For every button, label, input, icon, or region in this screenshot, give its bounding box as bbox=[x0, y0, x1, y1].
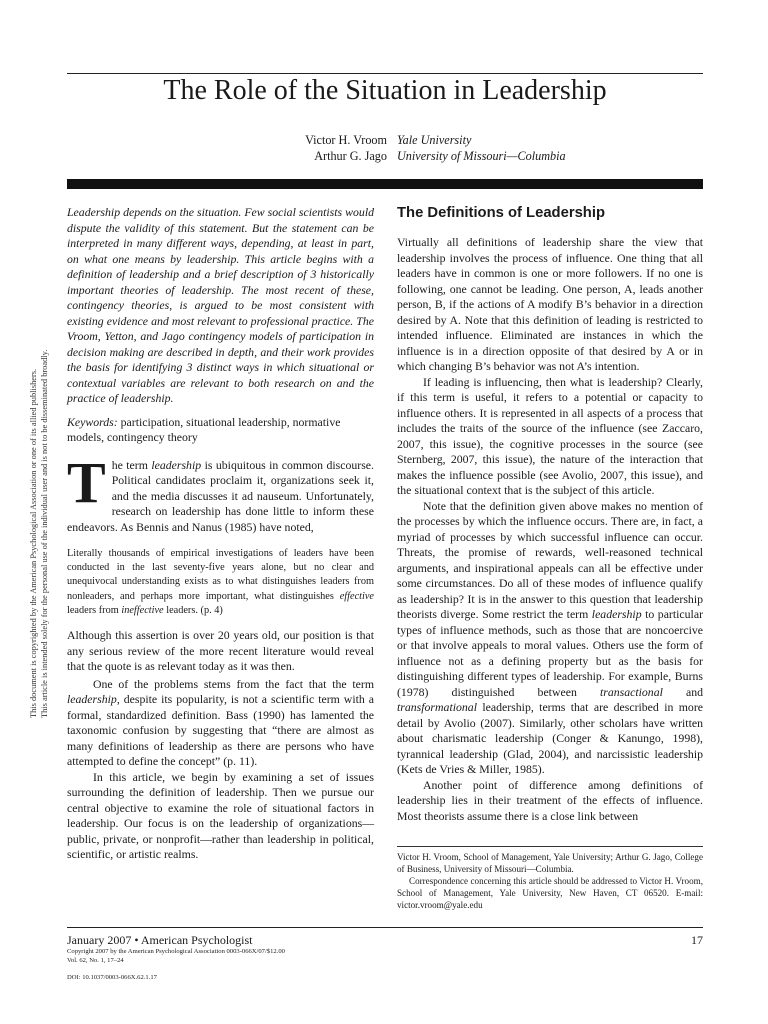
article-title: The Role of the Situation in Leadership bbox=[163, 75, 607, 106]
side-note-line: This document is copyrighted by the American Psychological Association or one of its allied publishers. bbox=[29, 368, 38, 718]
intro-text: is ubiquitous in common discourse. Political candidates proclaim it, organizations seek it, and the media discusses it ad nauseum. Unfortunately, research on leadership has done little to inform these endeavors. As Bennis and Nanus (1985) have noted, bbox=[67, 457, 374, 534]
paragraph-text: to particular types of influence methods, such as those that are noncoercive or that involve appeals to moral values. Others use the form of influence not as a defining property but as the basis for distinguishing different types of leadership. For example, Burns (1978) distinguished between bbox=[397, 607, 703, 699]
header-divider-bar bbox=[67, 179, 703, 189]
author-name: Victor H. Vroom bbox=[305, 133, 387, 147]
paragraph-text: and bbox=[662, 684, 703, 699]
intro-text: he term bbox=[111, 457, 152, 472]
body-paragraph bbox=[67, 677, 374, 770]
paragraph-term: leadership bbox=[591, 607, 642, 621]
author-names bbox=[200, 132, 387, 164]
intro-paragraph bbox=[67, 449, 374, 536]
quote-text: leaders from bbox=[67, 604, 122, 616]
paragraph-term: transformational bbox=[397, 700, 477, 714]
abstract: Leadership depends on the situation. Few social scientists would dispute the validity of this statement. But the statement can be interpreted in many different ways, depending, at least in part, on what one means by leadership. This article begins with a definition of leadership and a brief description of 3 historically important theories of leadership. The most recent of these, contingency theories, is argued to be most consistent with existing evidence and most relevant to professional practice. The Vroom, Yetton, and Jago contingency models of participation in decision making are described in depth, and their work provides the basis for identifying 3 distinct ways in which situational or contextual variables are relevant to both research on and the practice of leadership. bbox=[67, 205, 374, 405]
quote-text: leaders. (p. 4) bbox=[163, 604, 223, 616]
keywords-label: Keywords: bbox=[67, 414, 118, 429]
author-footnote bbox=[397, 851, 703, 911]
paragraph-text: leadership, terms that are described in more detail by Avolio (2007). Similarly, other scholars have written about charismatic leadership (Conger & Kanungo, 1998), tyrannical leadership (Glad, 2004), and narcissistic leadership (Kets de Vries & Miller, 1985). bbox=[397, 700, 703, 776]
footnote-line: Correspondence concerning this article should be addressed to Victor H. Vroom, School of Management, Yale University, New Haven, CT 06520. E-mail: victor.vroom@yale.edu bbox=[397, 876, 703, 910]
block-quote bbox=[67, 547, 374, 618]
keywords-text: participation, situational leadership, normative models, contingency theory bbox=[67, 414, 341, 444]
body-paragraph: Virtually all definitions of leadership share the view that leadership involves the process of influence. One thing that all leaders have in common is one or more followers. If no one is following, one cannot be leading. One person, A, leads another person, B, if the actions of A modify B’s behavior in a direction desired by A. Note that this definition of leading is restricted to intended influence. Eliminated are instances in which the influence is in a direction opposite of that desired by A or in which changing B’s behavior was not A’s intention. bbox=[397, 235, 703, 373]
side-note-line: This article is intended solely for the personal use of the individual user and is not to be disseminated broadly. bbox=[40, 349, 49, 718]
paragraph-term: leadership bbox=[67, 692, 117, 707]
quote-emphasis: effective bbox=[339, 590, 374, 602]
footnote-line: Victor H. Vroom, School of Management, Yale University; Arthur G. Jago, College of Business, University of Missouri—Columbia. bbox=[397, 852, 703, 874]
left-column bbox=[67, 205, 374, 863]
paragraph-term: transactional bbox=[599, 684, 663, 699]
footer-copyright bbox=[67, 948, 285, 982]
volume-doi-line bbox=[67, 957, 285, 983]
author-affiliation: Yale University bbox=[397, 133, 472, 147]
footer-rule bbox=[67, 927, 703, 928]
copyright-line: Copyright 2007 by the American Psychological Association 0003-066X/07/$12.00 bbox=[67, 948, 285, 955]
right-column bbox=[397, 203, 703, 824]
body-paragraph: In this article, we begin by examining a set of issues surrounding the definition of leadership. Then we pursue our central objective to examine the role of situational factors in leadership. Our focus is on the leadership of organizations—public, private, or nonprofit—rather than leadership in political, scientific, or artistic realms. bbox=[67, 769, 374, 862]
keywords bbox=[67, 415, 374, 446]
author-affiliations bbox=[397, 132, 703, 164]
doi-info: DOI: 10.1037/0003-066X.62.1.17 bbox=[67, 973, 157, 981]
quote-text: Literally thousands of empirical investigations of leaders have been conducted in the last seventy-five years alone, but no clear and unequivocal understanding exists as to what distinguishes leaders from nonleaders, and perhaps more important, what distinguishes bbox=[67, 548, 374, 602]
drop-cap: T bbox=[67, 449, 106, 515]
body-paragraph: If leading is influencing, then what is leadership? Clearly, if this term is useful, it refers to a potential or capacity to influence others. It is represented in all aspects of a process that includes the traits of the source of the influence (see Zaccaro, 2007, this issue), the cognitive processes in the source (see Sternberg, 2007, this issue), the nature of the interaction that makes the influence possible (see Avolio, 2007, this issue), and the situational context that is the subject of this article. bbox=[397, 374, 703, 497]
paragraph-text: Note that the definition given above makes no mention of the processes by which the influence occurs. There are, in fact, a myriad of processes by which successful influence can occur. Threats, the promise of rewards, well-reasoned technical arguments, and inspirational appeals can all be effective under some circumstances. Do all of these modes of influence qualify as leadership? It is in the answer to this question that leadership theorists diverge. Some restrict the term bbox=[397, 498, 703, 621]
paragraph-text: , despite its popularity, is not a scientific term with a formal, standardized definition. Bass (1990) has lamented the taxonomic confusion by suggesting that “there are almost as many definitions of leadership as there are persons who have attempted to define the concept” (p. 11). bbox=[67, 692, 374, 769]
copyright-side-note bbox=[28, 288, 50, 718]
body-paragraph: Although this assertion is over 20 years old, our position is that any serious review of the more recent literature would reveal that the quote is as relevant today as it was then. bbox=[67, 628, 374, 674]
intro-term: leadership bbox=[151, 457, 202, 472]
author-affiliation: University of Missouri—Columbia bbox=[397, 149, 566, 163]
section-heading: The Definitions of Leadership bbox=[397, 205, 605, 221]
body-paragraph: Another point of difference among definitions of leadership lies in their treatment of the effects of influence. Most theorists assume there is a close link between bbox=[397, 777, 703, 823]
quote-emphasis: ineffective bbox=[121, 604, 164, 616]
page-number: 17 bbox=[691, 933, 703, 947]
footer-issue: January 2007 • American Psychologist bbox=[67, 933, 253, 947]
paragraph-text: One of the problems stems from the fact that the term bbox=[93, 676, 374, 691]
author-name: Arthur G. Jago bbox=[314, 149, 387, 163]
volume-info: Vol. 62, No. 1, 17–24 bbox=[67, 956, 124, 964]
footnote-rule bbox=[397, 846, 703, 847]
body-paragraph bbox=[397, 499, 703, 778]
